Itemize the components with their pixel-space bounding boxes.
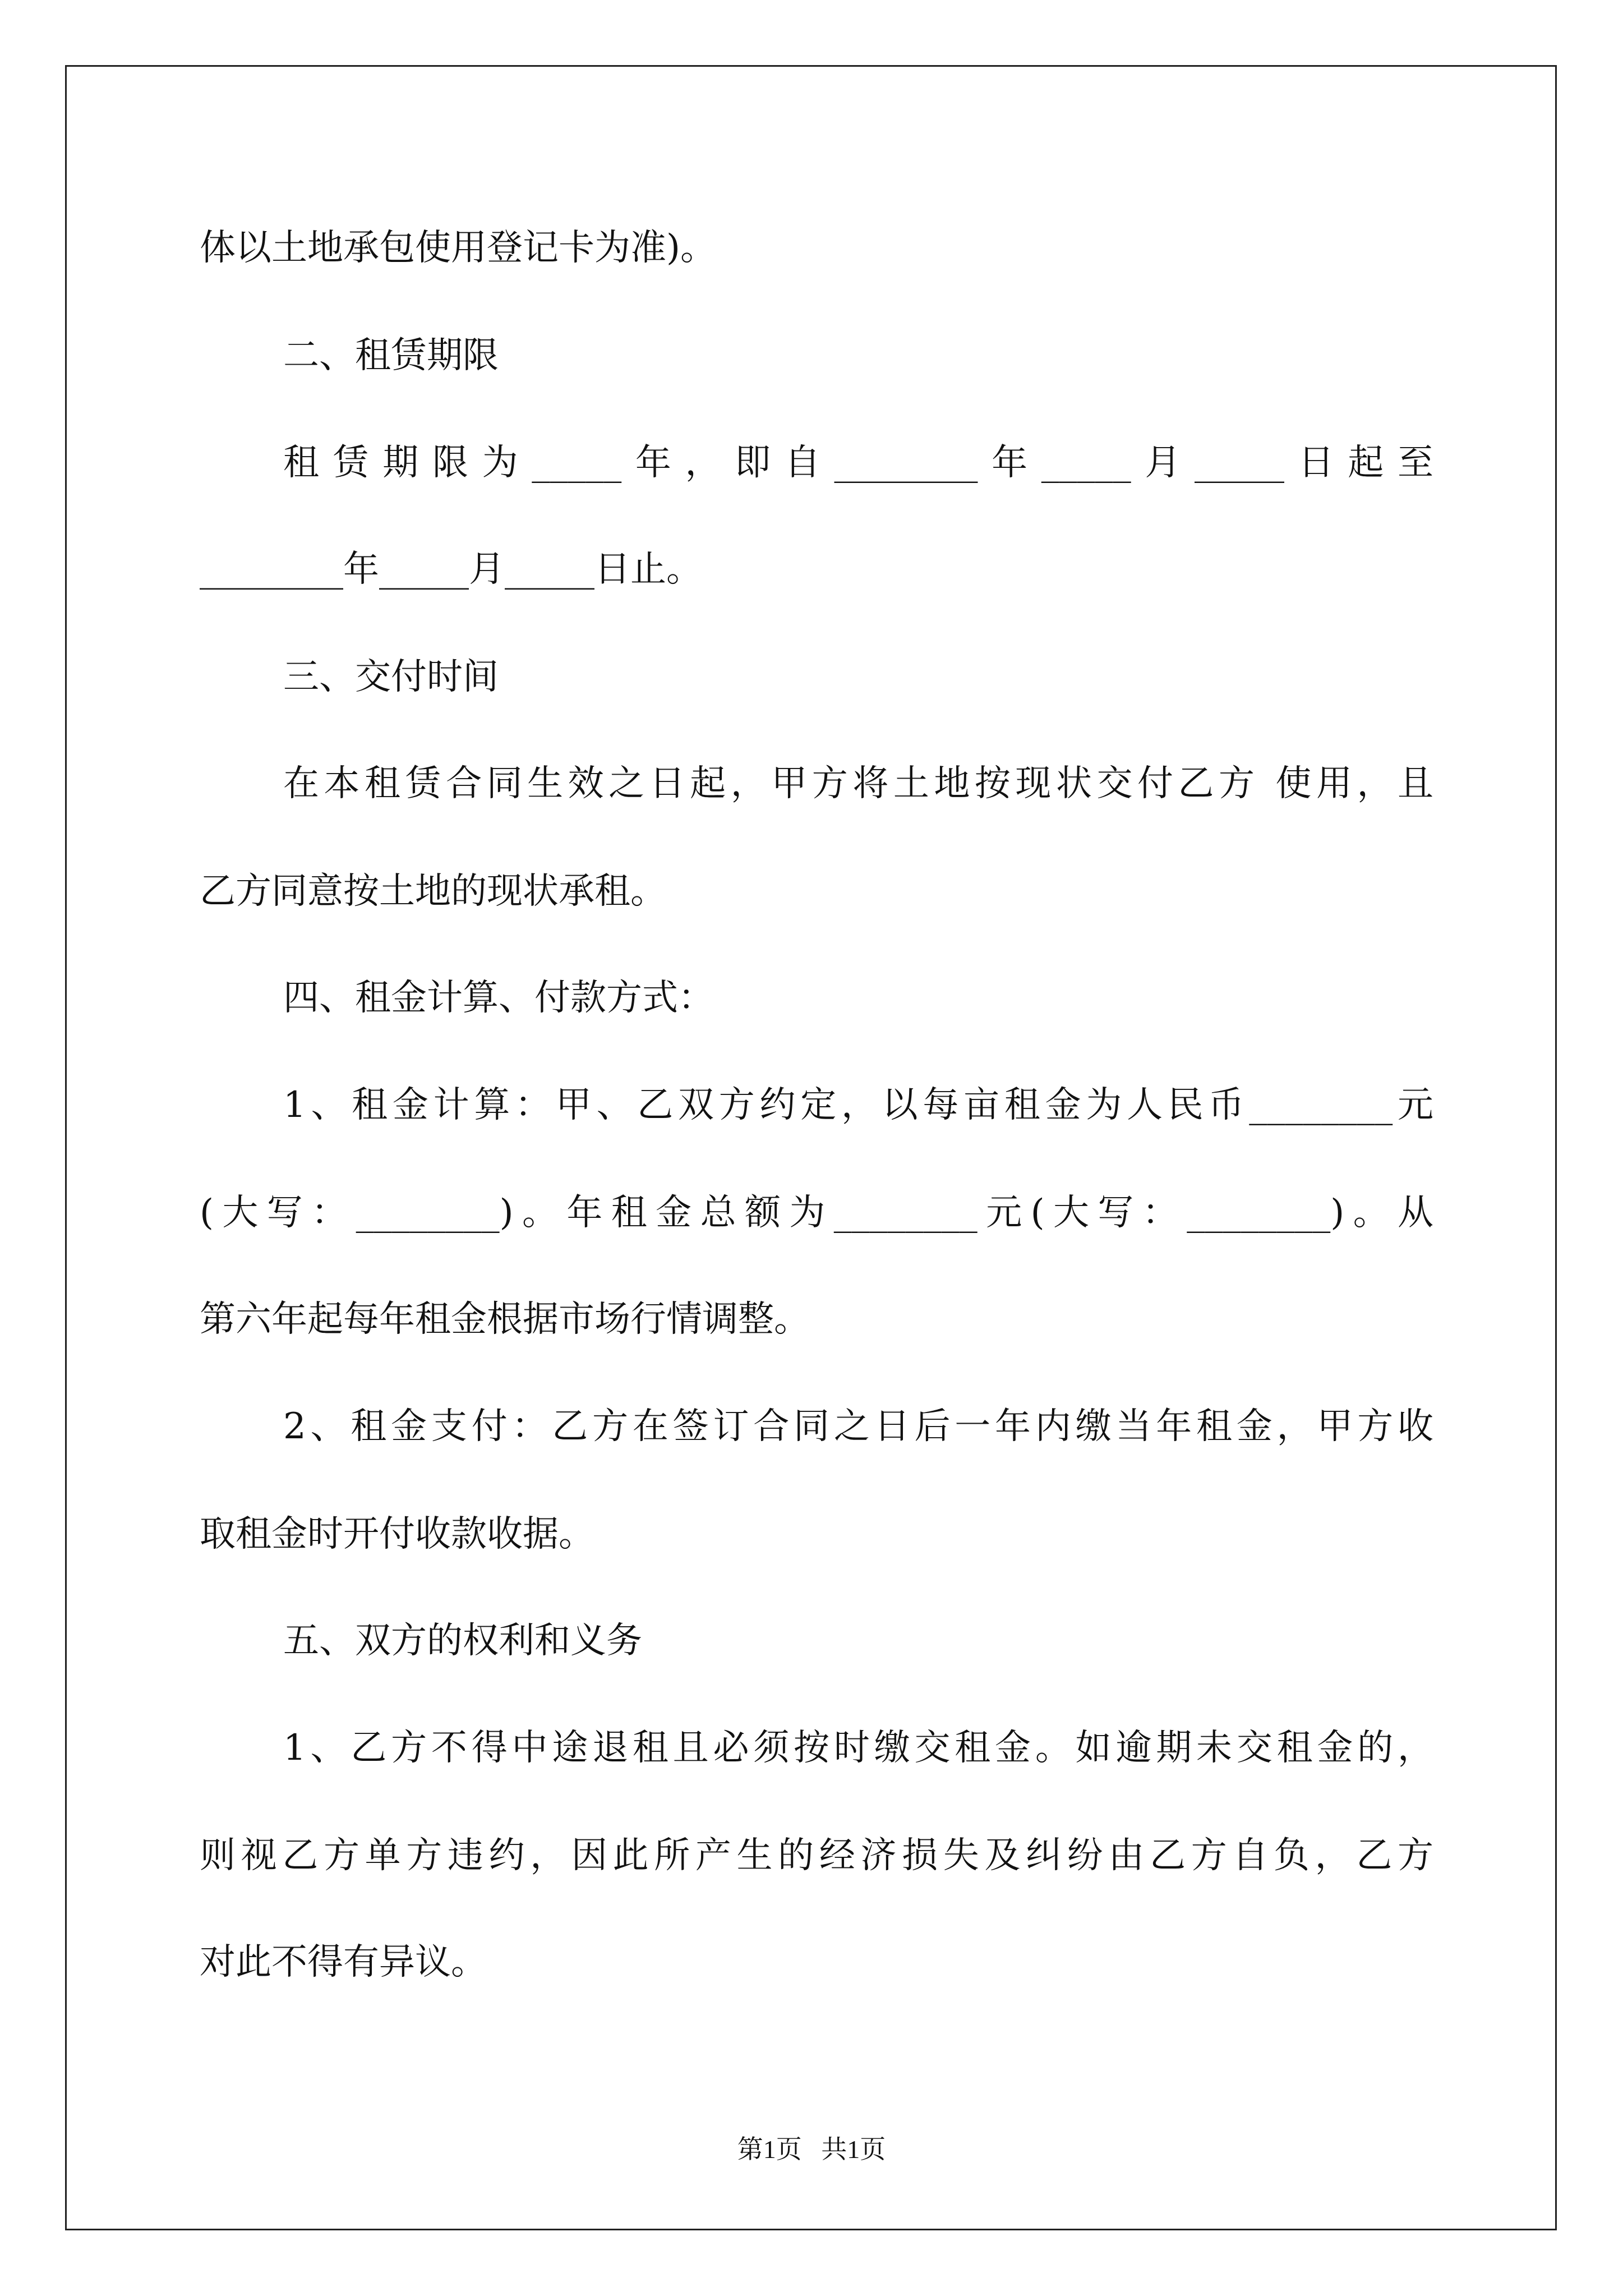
page-footer: 第1页 共1页 (737, 2135, 886, 2164)
section-heading-rights-obligations: 五、双方的权利和义务 (283, 1620, 642, 1662)
text-line-6: 在本租赁合同生效之日起，甲方将土地按现状交付乙方 使用，且 (283, 763, 1433, 804)
section-heading-delivery-time: 三、交付时间 (283, 656, 499, 698)
text-line-7: 乙方同意按土地的现状承租。 (200, 871, 666, 912)
page-border (65, 65, 1557, 2230)
text-line-1: 体以土地承包使用登记卡为准)。 (200, 227, 716, 269)
text-line-4: ________年_____月_____日止。 (200, 549, 702, 590)
text-line-16: 则视乙方单方违约，因此所产生的经济损失及纠纷由乙方自负，乙方 (200, 1835, 1433, 1876)
text-line-13: 取租金时开付收款收据。 (200, 1513, 594, 1555)
text-line-10: (大写：________)。年租金总额为________元(大写：________)。从 (200, 1192, 1433, 1234)
section-heading-lease-term: 二、租赁期限 (283, 335, 499, 376)
text-line-17: 对此不得有异议。 (200, 1941, 487, 1983)
text-line-9: 1、租金计算：甲、乙双方约定，以每亩租金为人民币________元 (283, 1084, 1433, 1126)
section-heading-rent-calculation: 四、租金计算、付款方式： (283, 977, 714, 1019)
text-line-12: 2、租金支付：乙方在签订合同之日后一年内缴当年租金，甲方收 (283, 1406, 1433, 1447)
text-line-3: 租赁期限为_____年，即自________年_____月_____日起至 (283, 442, 1433, 484)
text-line-15: 1、乙方不得中途退租且必须按时缴交租金。如逾期未交租金的， (283, 1727, 1433, 1769)
text-line-11: 第六年起每年租金根据市场行情调整。 (200, 1299, 810, 1340)
